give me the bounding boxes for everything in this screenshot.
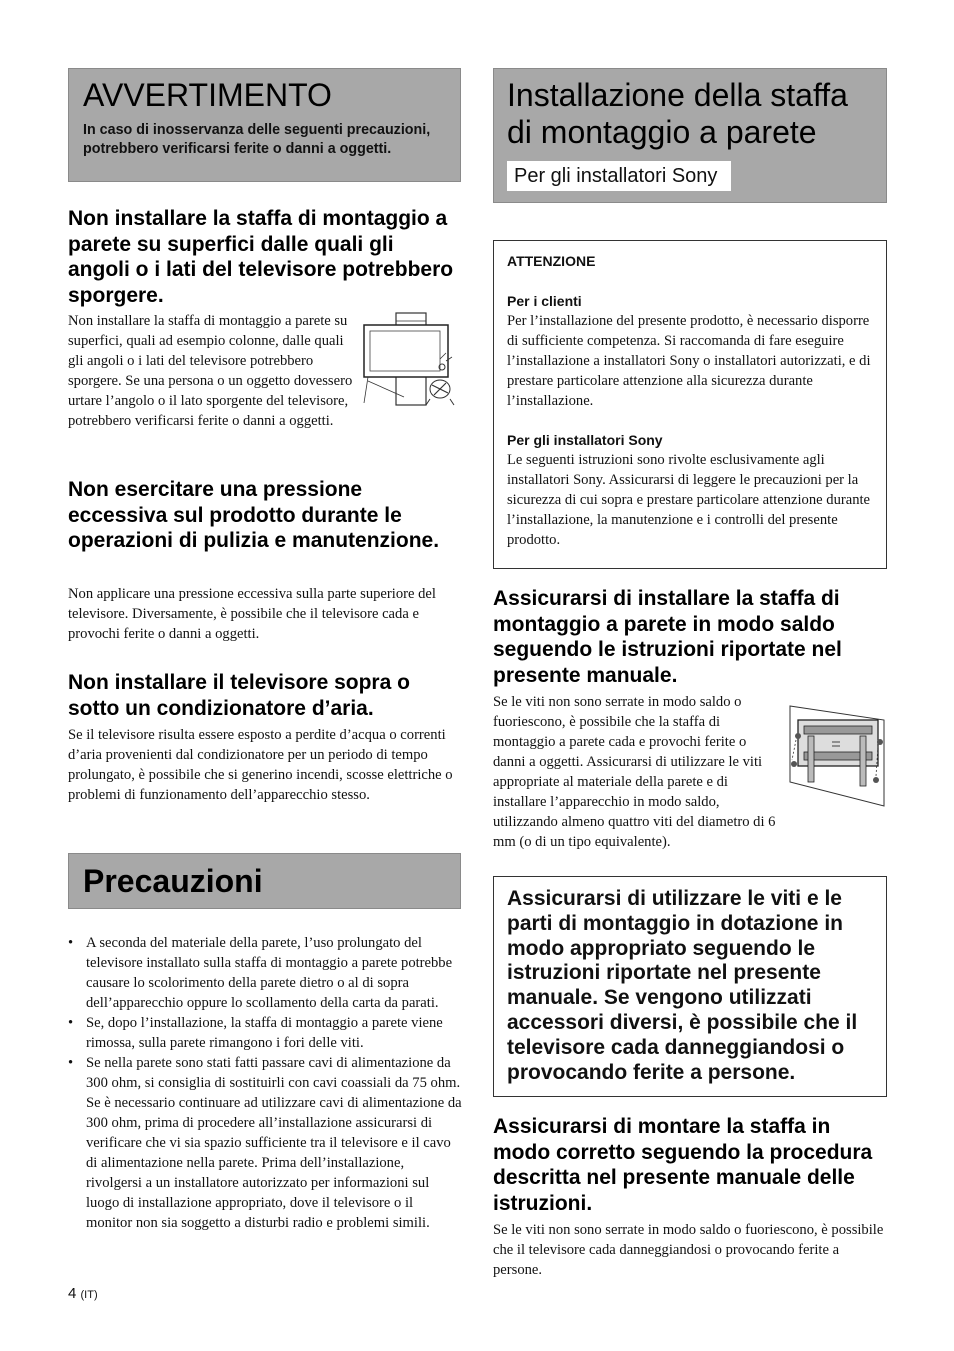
list-item: • A seconda del materiale della parete, l’uso prolungato del televisore installato sulla staffa di montaggio a parete potrebbe causare lo scolorimento della parete dietro o al di sopra dell’apparecchio oppure lo scollamento della carta da parati.: [68, 933, 462, 1013]
section-heading-aircon: Non installare il televisore sopra o sotto un condizionatore d’aria.: [68, 671, 410, 720]
boxed-warning: [493, 876, 887, 1097]
install-tag: Per gli installatori Sony: [507, 161, 731, 191]
section-heading-correct-mount: Assicurarsi di montare la staffa in modo corretto seguendo la procedura descritta nel presente manuale delle istruzioni.: [493, 1115, 873, 1215]
tv-column-illustration: [356, 311, 460, 407]
install-title: Installazione della staffa di montaggio a parete: [507, 77, 848, 150]
warning-title: AVVERTIMENTO: [83, 77, 332, 113]
attention-label: ATTENZIONE: [507, 253, 596, 269]
installers-text: Le seguenti istruzioni sono rivolte esclusivamente agli installatori Sony. Assicurarsi di leggere le precauzioni per la sicurezza di cui sopra e prestare particolare attenzione durante l’installazione, la manutenzione e i controlli del presente prodotto.: [507, 452, 871, 548]
install-banner: [493, 68, 887, 203]
installers-heading: Per gli installatori Sony: [507, 432, 663, 448]
list-item: • Se, dopo l’installazione, la staffa di montaggio a parete viene rimossa, sulla parete rimangono i fori delle viti.: [68, 1013, 462, 1053]
section-text-aircon: Se il televisore risulta essere esposto a perdite d’acqua o correnti d’aria provenienti dal condizionatore per un periodo di tempo prolungato, è possibile che si generino incendi, scosse elettriche o problemi di funzionamento dell’apparecchio stesso.: [68, 727, 453, 803]
clients-text: Per l’installazione del presente prodotto, è necessario disporre di sufficiente competenza. Si raccomanda di fare eseguire l’installazione a installatori Sony o installatori autorizzati, e di prestare particolare attenzione alla sicurezza durante l’installazione.: [507, 313, 871, 409]
precautions-list: [68, 933, 462, 1233]
attention-box: [493, 240, 887, 569]
section-heading-surface: Non installare la staffa di montaggio a parete su superfici dalle quali gli angoli o i lati del televisore potrebbero sporgere.: [68, 207, 454, 307]
boxed-warning-text: Assicurarsi di utilizzare le viti e le parti di montaggio in dotazione in modo appropriato seguendo le istruzioni riportate nel presente manuale. Se vengono utilizzati accessori diversi, è possibile che il televisore cada danneggiandosi o provocando ferite a persone.: [507, 887, 858, 1084]
section-text-surface: Non installare la staffa di montaggio a parete su superfici, quali ad esempio colonne, dalle quali gli angoli o i lati del televisore potrebbero sporgere. Se una persona o un oggetto dovessero urtare l’angolo o il lato sporgente del televisore, potrebbero verificarsi ferite o danni a oggetti.: [68, 313, 353, 429]
section-heading-pressure: Non esercitare una pressione eccessiva sul prodotto durante le operazioni di pulizia e manutenzione.: [68, 478, 440, 552]
section-heading-secure-install: Assicurarsi di installare la staffa di montaggio a parete in modo saldo seguendo le istruzioni riportate nel presente manuale.: [493, 587, 842, 687]
bracket-illustration: [784, 702, 888, 808]
section-text-pressure: Non applicare una pressione eccessiva sulla parte superiore del televisore. Diversamente, è possibile che il televisore cada e provochi ferite o danni a oggetti.: [68, 586, 436, 642]
page-number: 4 (IT): [68, 1285, 98, 1302]
list-item: • Se nella parete sono stati fatti passare cavi di alimentazione da 300 ohm, si consiglia di sostituirli con cavi coassiali da 75 ohm. Se è necessario continuare ad utilizzare cavi di alimentazione da 300 ohm, prima di procedere all’installazione assicurarsi di verificare che vi sia spazio sufficiente tra il televisore e il cavo di alimentazione nella parete. Prima dell’installazione, rivolgersi a un installatore autorizzato per informazioni sul luogo di installazione appropriato, dove il televisore o il monitor non sia soggetto a disturbi radio e problemi simili.: [68, 1053, 462, 1233]
section-text-correct-mount: Se le viti non sono serrate in modo saldo o fuoriescono, è possibile che il televisore cada danneggiandosi o provocando ferite a persone.: [493, 1222, 884, 1278]
precautions-title: Precauzioni: [83, 863, 263, 899]
section-text-secure-install: Se le viti non sono serrate in modo saldo o fuoriescono, è possibile che la staffa di montaggio a parete cada e provochi ferite o danni a oggetti. Assicurarsi di utilizzare le viti appropriate al materiale della parete e di installare l’apparecchio in modo saldo, utilizzando almeno quattro viti del diametro di 6 mm (o di un tipo equivalente).: [493, 694, 776, 850]
warning-banner: [68, 68, 461, 182]
precautions-banner: [68, 853, 461, 909]
warning-subtitle: In caso di inosservanza delle seguenti precauzioni, potrebbero verificarsi ferite o danni a oggetti.: [83, 122, 431, 157]
clients-heading: Per i clienti: [507, 293, 582, 309]
